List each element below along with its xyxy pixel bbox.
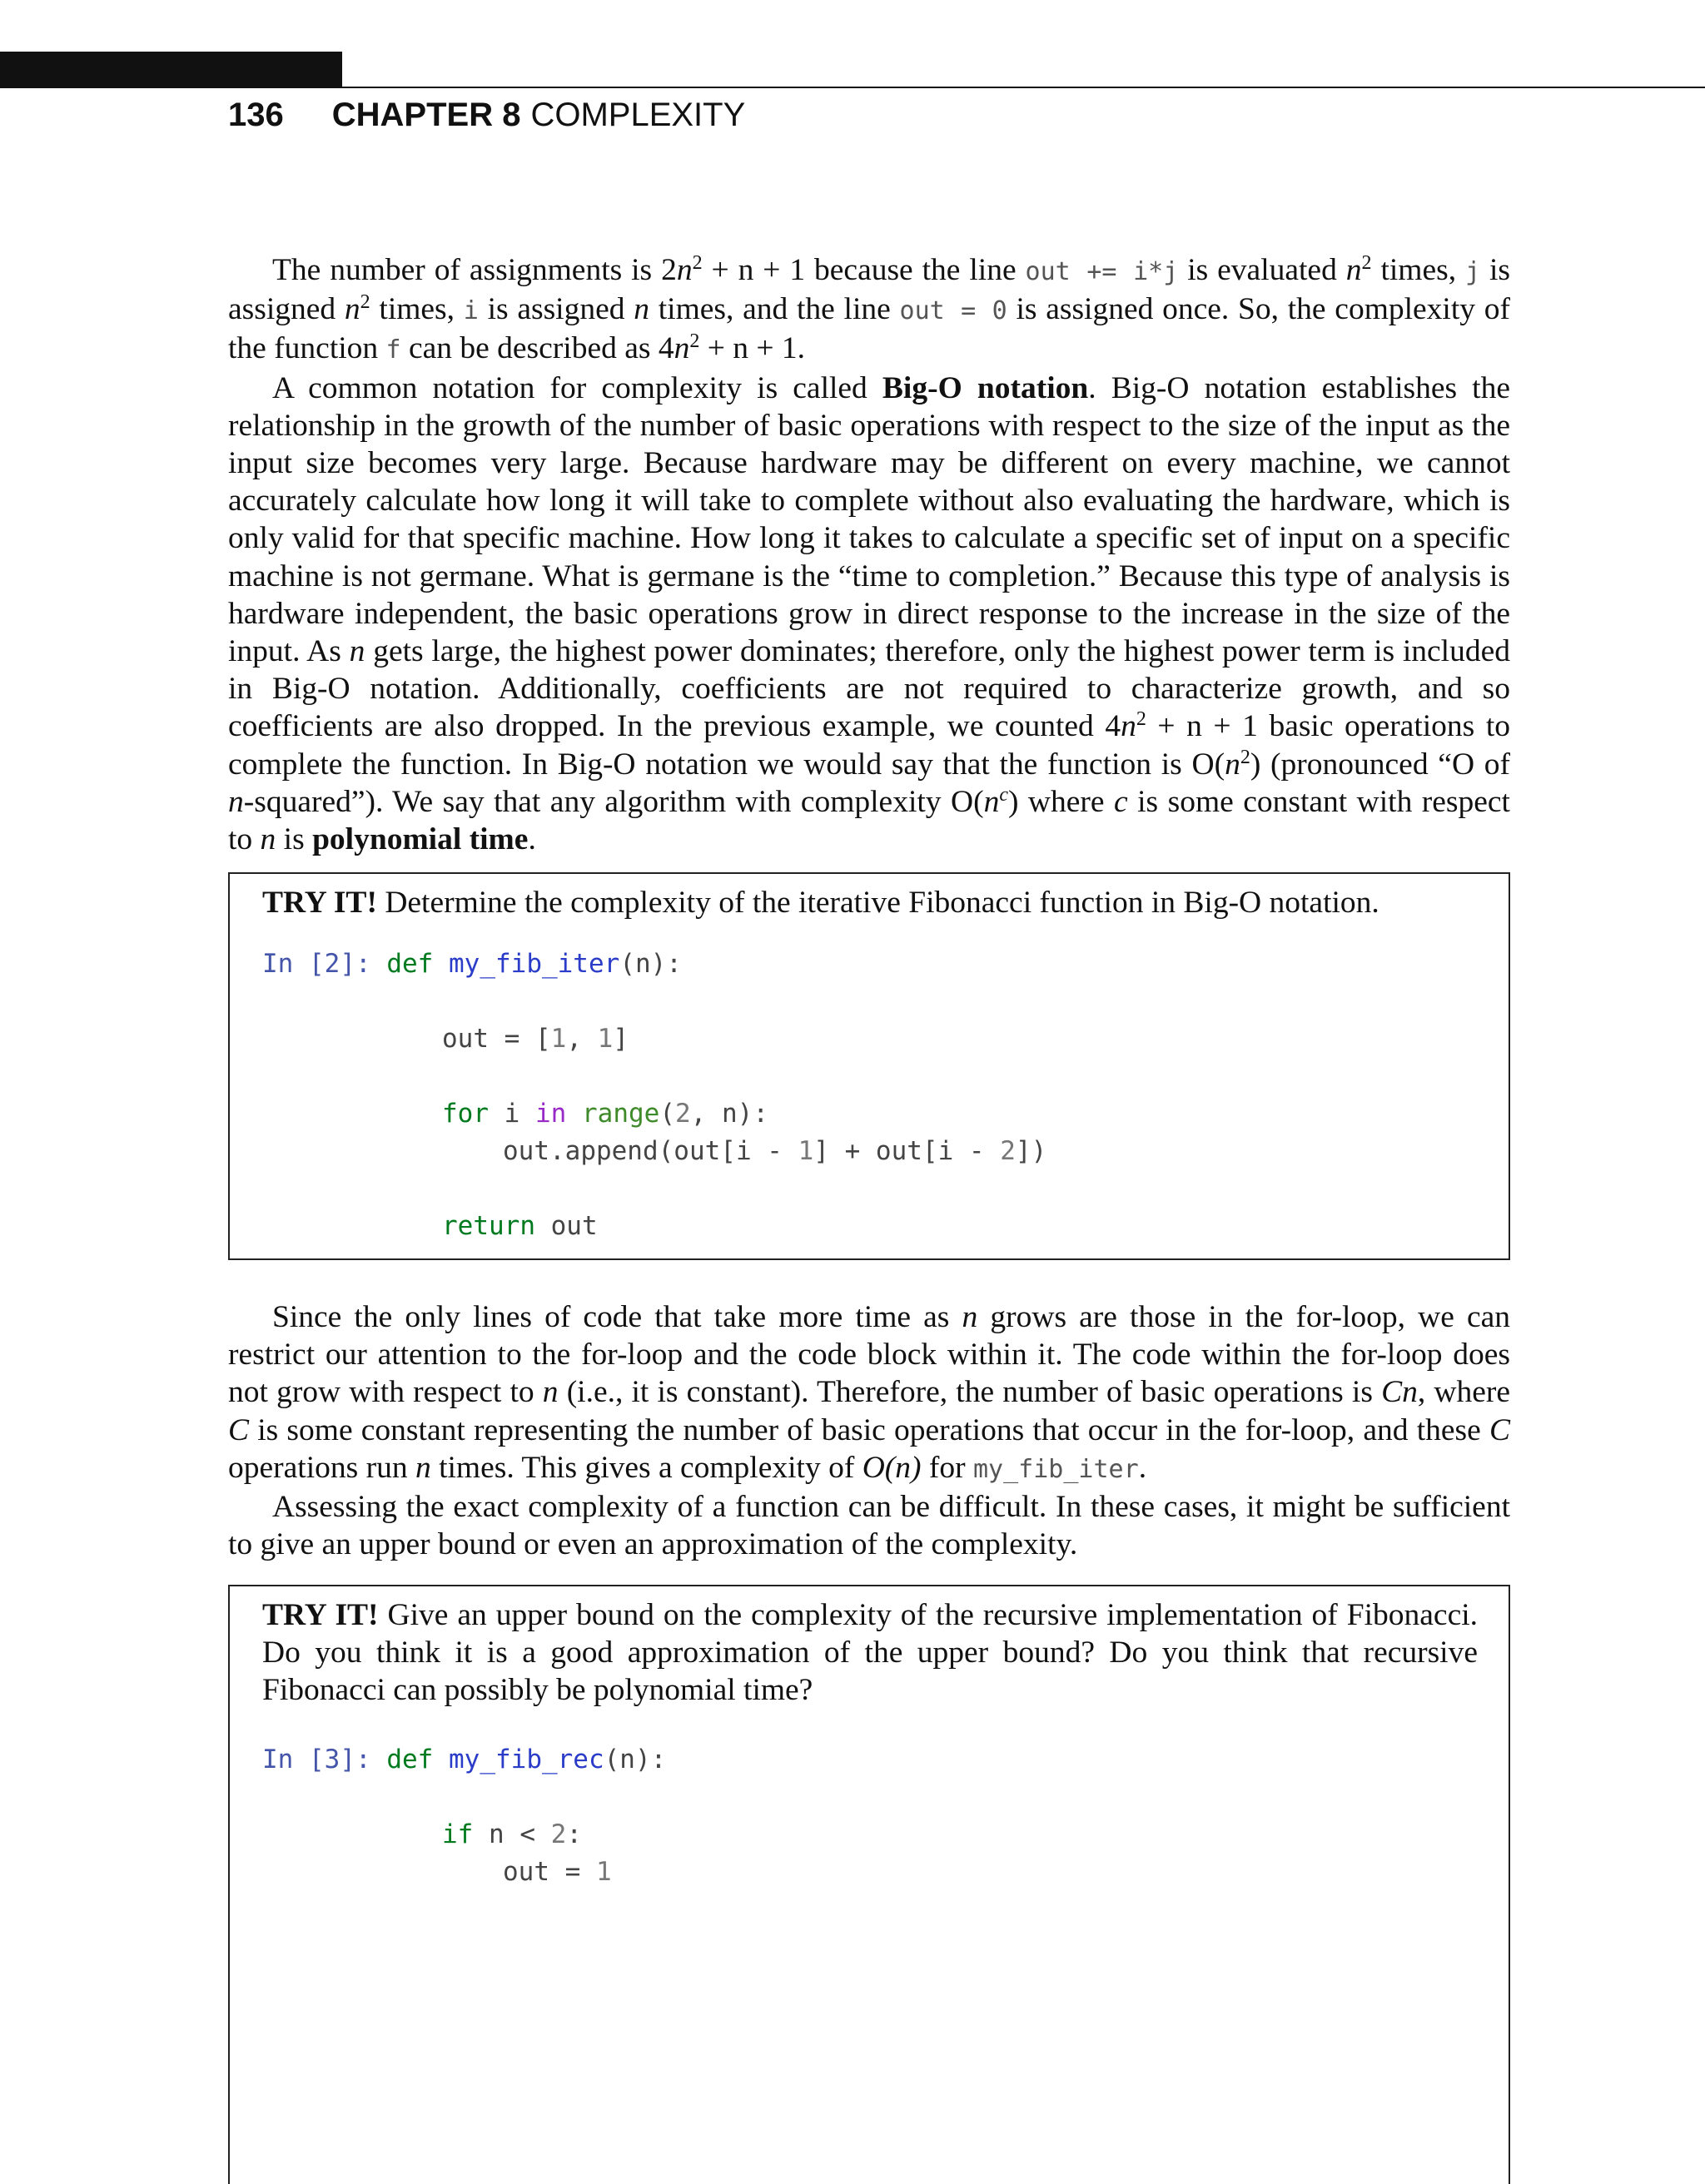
term-big-o: Big-O notation: [882, 370, 1089, 405]
try-it-label: TRY IT!: [262, 886, 377, 920]
cell-prompt: In [3]:: [262, 1745, 371, 1774]
try-it-label: TRY IT!: [262, 1598, 379, 1632]
chapter-label: CHAPTER 8: [331, 97, 521, 133]
paragraph-assignments: The number of assignments is $2n^2 + n + 1$ because the line out += i*j is evaluated $n^2$ times, j is assigned $n^2$ times, i is assigned n times, and the line out = 0 is assigned once. So, the complexity of the function f can be described as $4n^2 + n + 1$.: [228, 251, 1511, 366]
code-line: out = [1, 1]: [442, 1024, 629, 1054]
code-line: In [3]: def my_fib_rec(n):: [262, 1745, 667, 1774]
code-line: In [2]: def my_fib_iter(n):: [262, 949, 682, 979]
paragraph-upper-bound: Assessing the exact complexity of a function can be difficult. In these cases, it might be sufficient to give an upper bound or even an approximation of the complexity.: [228, 1490, 1510, 1562]
cell-prompt: In [2]:: [262, 949, 371, 979]
term-polynomial-time: polynomial time: [312, 822, 529, 857]
running-header: [228, 93, 745, 136]
body-text-bottom: [228, 1298, 1510, 1563]
chapter-title: COMPLEXITY: [530, 97, 746, 133]
paragraph-for-loop: Since the only lines of code that take more time as n grows are those in the for-loop, we can restrict our attention to the for-loop and the code block within it. The code within the for-loop does not grow with respect to n (i.e., it is constant). Therefore, the number of basic operations is Cn, where C is some constant representing the number of basic operations that occur in the for-loop, and these C operations run n times. This gives a complexity of O(n) for my_fib_iter.: [228, 1300, 1511, 1485]
code-line: out.append(out[i - 1] + out[i - 2]): [503, 1136, 1047, 1166]
code-line: for i in range(2, n):: [442, 1099, 768, 1129]
try-it-prompt: TRY IT! Determine the complexity of the iterative Fibonacci function in Big-O notation.: [262, 886, 1379, 920]
inline-code: out = 0: [899, 296, 1007, 326]
inline-code: my_fib_iter: [973, 1454, 1139, 1484]
try-it-box-iterative: [228, 872, 1510, 1260]
inline-code: j: [1465, 257, 1481, 286]
header-bar: [0, 52, 342, 87]
page-number: 136: [228, 97, 284, 133]
header-rule: [0, 87, 1705, 88]
inline-code: out += i*j: [1025, 257, 1179, 286]
try-it-box-recursive: [228, 1585, 1510, 2184]
inline-code: i: [463, 296, 479, 326]
body-text-top: [228, 251, 1510, 858]
code-line: return out: [442, 1211, 598, 1241]
try-it-prompt: TRY IT! Give an upper bound on the complexity of the recursive implementation of Fibonacci. Do you think it is a good approximation of the upper bound? Do you think that recursive Fibonacci can possibly be polynomial time?: [262, 1598, 1479, 1708]
code-line: if n < 2:: [442, 1819, 582, 1849]
paragraph-big-o: A common notation for complexity is called Big-O notation. Big-O notation establishes the relationship in the growth of the number of basic operations with respect to the size of the input as the input size becomes very large. Because hardware may be different on every machine, we cannot accurately calculate how long it will take to complete without also evaluating the hardware, which is only valid for that specific machine. How long it takes to calculate a specific set of input on a specific machine is not germane. What is germane is the “time to completion.” Because this type of analysis is hardware independent, the basic operations grow in direct response to the increase in the size of the input. As n gets large, the highest power dominates; therefore, only the highest power term is included in Big-O notation. Additionally, coefficients are not required to characterize growth, and so coefficients are also dropped. In the previous example, we counted $4n^2 + n + 1$ basic operations to complete the function. In Big-O notation we would say that the function is $O(n^2)$ (pronounced “O of n-squared”). We say that any algorithm with complexity $O(n^c)$ where c is some constant with respect to n is polynomial time.: [228, 370, 1510, 857]
inline-code: f: [385, 335, 401, 365]
code-line: out = 1: [503, 1857, 612, 1887]
